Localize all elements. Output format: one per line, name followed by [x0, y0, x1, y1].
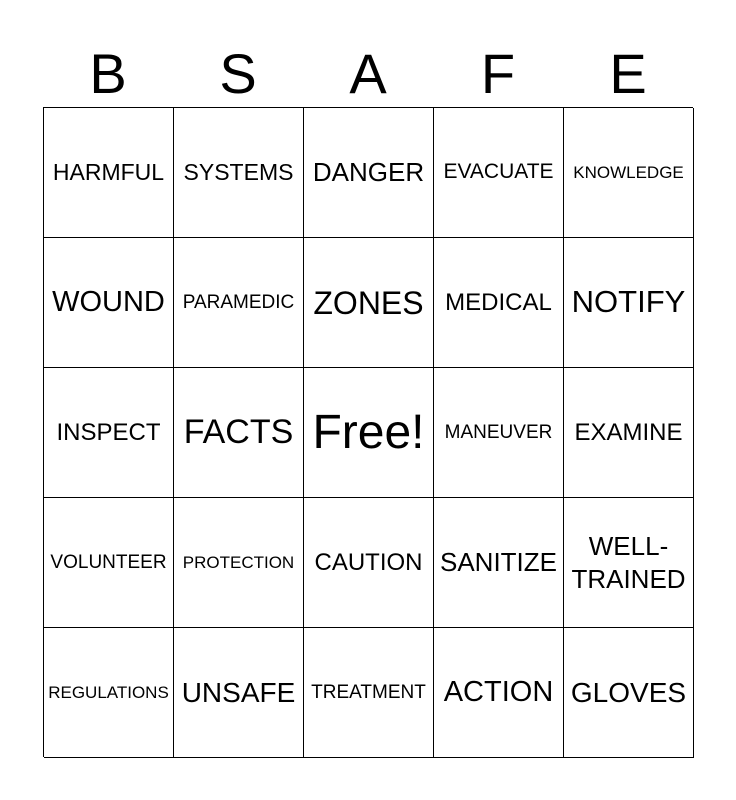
- bingo-cell-r5c4[interactable]: ACTION: [434, 628, 564, 758]
- bingo-cell-r5c5[interactable]: GLOVES: [564, 628, 694, 758]
- header-letter-b: B: [89, 42, 127, 105]
- bingo-cell-r1c4[interactable]: EVACUATE: [434, 108, 564, 238]
- bingo-cell-r4c3[interactable]: CAUTION: [304, 498, 434, 628]
- bingo-cell-r4c1[interactable]: VOLUNTEER: [44, 498, 174, 628]
- bingo-cell-r1c3[interactable]: DANGER: [304, 108, 434, 238]
- bingo-cell-r2c2[interactable]: PARAMEDIC: [174, 238, 304, 368]
- bingo-cell-r4c4[interactable]: SANITIZE: [434, 498, 564, 628]
- header-letter-a: A: [349, 42, 387, 105]
- bingo-cell-r2c4[interactable]: MEDICAL: [434, 238, 564, 368]
- bingo-cell-r2c3[interactable]: ZONES: [304, 238, 434, 368]
- bingo-cell-r1c2[interactable]: SYSTEMS: [174, 108, 304, 238]
- bingo-cell-r4c2[interactable]: PROTECTION: [174, 498, 304, 628]
- bingo-cell-r3c4[interactable]: MANEUVER: [434, 368, 564, 498]
- bingo-cell-r5c2[interactable]: UNSAFE: [174, 628, 304, 758]
- bingo-header: [43, 40, 693, 108]
- bingo-cell-r3c2[interactable]: FACTS: [174, 368, 304, 498]
- bingo-cell-r3c5[interactable]: EXAMINE: [564, 368, 694, 498]
- bingo-cell-r5c1[interactable]: REGULATIONS: [44, 628, 174, 758]
- bingo-cell-r2c1[interactable]: WOUND: [44, 238, 174, 368]
- bingo-cell-free[interactable]: Free!: [304, 368, 434, 498]
- header-letter-s: S: [219, 42, 257, 105]
- bingo-grid: [43, 107, 693, 757]
- bingo-cell-r4c5[interactable]: WELL-TRAINED: [564, 498, 694, 628]
- bingo-cell-r5c3[interactable]: TREATMENT: [304, 628, 434, 758]
- bingo-cell-r2c5[interactable]: NOTIFY: [564, 238, 694, 368]
- bingo-cell-r3c1[interactable]: INSPECT: [44, 368, 174, 498]
- bingo-cell-r1c1[interactable]: HARMFUL: [44, 108, 174, 238]
- header-letter-f: F: [480, 42, 516, 105]
- bingo-cell-r1c5[interactable]: KNOWLEDGE: [564, 108, 694, 238]
- header-letter-e: E: [609, 42, 647, 105]
